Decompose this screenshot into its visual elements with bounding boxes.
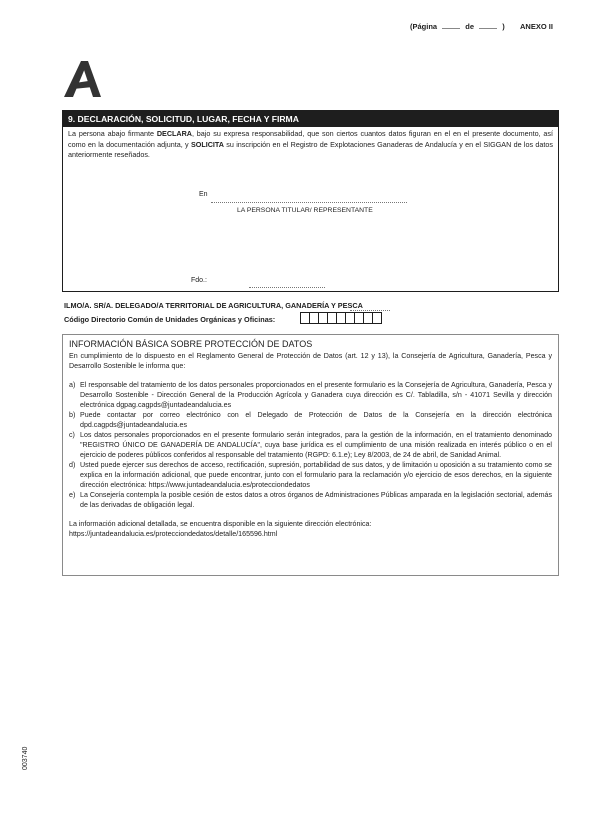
data-protection-list: [69, 380, 552, 510]
place-date-field[interactable]: [211, 202, 407, 203]
junta-andalucia-logo-icon: [62, 58, 102, 98]
declaration-text: La persona abajo firmante DECLARA, bajo su expresa responsabilidad, que son ciertos cuantos datos figuran en el en el presente documento, así como en la documentación adjunta, y SOLICITA su inscripción en el Registro de Explotaciones Ganaderas de Andalucía y en el SIGGAN de los datos anteriormente reseñados.: [68, 129, 553, 159]
pagina-label: (Página: [410, 22, 438, 31]
recipient-title: ILMO/A. SR/A. DELEGADO/A TERRITORIAL DE AGRICULTURA, GANADERÍA Y PESCA: [64, 301, 363, 310]
dir3-code-field[interactable]: [301, 312, 382, 324]
additional-info-text: La información adicional detallada, se encuentra disponible en la siguiente dirección electrónica:: [69, 520, 372, 528]
de-label: de: [465, 22, 475, 31]
page-number-blank: [442, 28, 460, 29]
pagina-close-label: ): [502, 22, 505, 31]
list-item: d) Usted puede ejercer sus derechos de acceso, rectificación, supresión, portabilidad de sus datos, y de limitación u oposición a su tratamiento como se explica en la información adicional, que puede encontrar, junto con el formulario para la reclamación y/o ejercicio de esos derechos, en la siguiente dirección electrónica: https://www.juntadeandalucia.es/protecciondedatos: [69, 461, 552, 489]
declaration-section: [62, 110, 559, 292]
page-number-header: [410, 22, 505, 31]
data-protection-box: [62, 334, 559, 576]
list-item: e) La Consejería contempla la posible cesión de estos datos a otros órganos de Administraciones Públicas amparada en la legislación sectorial, además de las derivadas de obligación legal.: [69, 491, 552, 509]
recipient-line: [350, 310, 390, 311]
data-protection-intro: En cumplimiento de lo dispuesto en el Reglamento General de Protección de Datos (art. 12 y 13), la Consejería de Agricultura, Ganadería, Pesca y Desarrollo Sostenible le informa que:: [69, 352, 552, 370]
list-item: b) Puede contactar por correo electrónico con el Delegado de Protección de Datos de la Consejería en la dirección electrónica dpd.cagpds@juntadeandalucia.es: [69, 411, 552, 429]
code-box[interactable]: [372, 312, 382, 324]
additional-info-link[interactable]: https://juntadeandalucia.es/protecciondedatos/detalle/165596.html: [69, 530, 278, 538]
form-code: 003740: [22, 746, 29, 770]
list-item: a) El responsable del tratamiento de los datos personales proporcionados en el presente formulario es la Consejería de Agricultura, Ganadería, Pesca y Desarrollo Sostenible - Dirección General de la Producción Agrícola y Ganadera cuya dirección es C/. Tabladilla, s/n - 41071 Sevilla y dirección electrónica dgpag.cagpds@juntadeandalucia.es: [69, 381, 552, 409]
dir3-code-label: Código Directorio Común de Unidades Orgánicas y Oficinas:: [64, 315, 276, 324]
anexo-label: ANEXO II: [520, 22, 553, 31]
place-label: En: [199, 191, 208, 198]
data-protection-title: INFORMACIÓN BÁSICA SOBRE PROTECCIÓN DE DATOS: [69, 339, 313, 349]
list-item: c) Los datos personales proporcionados en el presente formulario serán integrados, para la gestión de la información, en el tratamiento denominado "REGISTRO ÚNICO DE GANADERÍA DE ANDALUCÍA", cuya base jurídica es el cumplimiento de una misión realizada en interés público o en el ejercicio de poderes públicos conferidos al responsable del tratamiento (RGPD: 6.1.e); Ley 8/2003, de 24 de abril, de Sanidad Animal.: [69, 431, 552, 459]
signature-label: Fdo.:: [191, 277, 207, 284]
page-total-blank: [479, 28, 497, 29]
signer-role-label: LA PERSONA TITULAR/ REPRESENTANTE: [237, 207, 373, 214]
section-title: 9. DECLARACIÓN, SOLICITUD, LUGAR, FECHA Y FIRMA: [63, 111, 558, 127]
signature-field[interactable]: [249, 287, 325, 288]
